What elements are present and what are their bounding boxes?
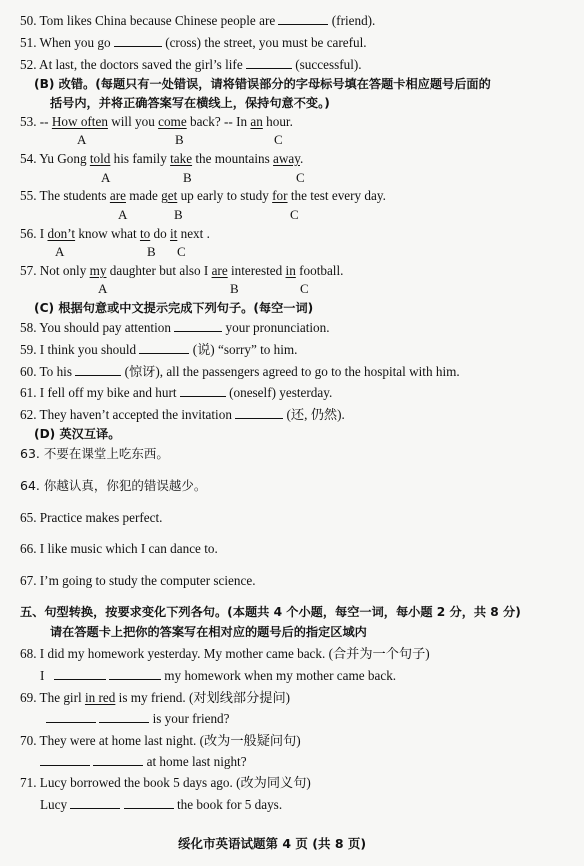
question-65: 65. Practice makes perfect.: [20, 510, 163, 525]
question-62: 62. They haven’t accepted the invitation (还, 仍然).: [20, 407, 345, 422]
answer-blank-58[interactable]: [174, 320, 222, 332]
question-59: 59. I think you should (说) “sorry” to him.: [20, 342, 298, 357]
question-51: 51. When you go (cross) the street, you must be careful.: [20, 35, 367, 50]
answer-blank-60[interactable]: [75, 364, 121, 376]
section-d-instruction: (D) 英汉互译。: [34, 427, 121, 441]
question-54: 54. Yu Gong told his family take the mountains away.: [20, 151, 304, 166]
question-56: 56. I don’t know what to do it next .: [20, 226, 210, 241]
question-71: 71. Lucy borrowed the book 5 days ago. (改为同义句): [20, 775, 311, 790]
question-64: 64. 你越认真，你犯的错误越少。: [20, 478, 207, 493]
option-label-b: B: [183, 170, 192, 185]
question-58: 58. You should pay attention your pronunciation.: [20, 320, 330, 335]
answer-blank-51[interactable]: [114, 35, 162, 47]
question-50: 50. Tom likes China because Chinese people are (friend).: [20, 13, 376, 28]
option-label-c: C: [177, 244, 186, 259]
question-57: 57. Not only my daughter but also I are interested in football.: [20, 263, 344, 278]
question-68: 68. I did my homework yesterday. My mother came back. (合并为一个句子): [20, 646, 430, 661]
option-label-b: B: [147, 244, 156, 259]
answer-blank-71-1[interactable]: [70, 797, 120, 809]
answer-blank-71-2[interactable]: [124, 797, 174, 809]
option-label-b: B: [174, 207, 183, 222]
section-b-instruction: (B) 改错。(每题只有一处错误，请将错误部分的字母标号填在答题卡相应题号后面的: [34, 77, 491, 91]
question-67: 67. I’m going to study the computer science.: [20, 573, 256, 588]
question-69-answer-line: is your friend?: [46, 711, 584, 727]
question-68-answer-line: I my homework when my mother came back.: [40, 668, 397, 683]
answer-blank-59[interactable]: [139, 342, 189, 354]
answer-blank-50[interactable]: [278, 13, 328, 25]
answer-blank-62[interactable]: [235, 407, 283, 419]
question-63: 63. 不要在课堂上吃东西。: [20, 446, 169, 461]
answer-blank-61[interactable]: [180, 385, 226, 397]
question-53: 53. -- How often will you come back? -- In an hour.: [20, 114, 293, 129]
question-55: 55. The students are made get up early to study for the test every day.: [20, 188, 386, 203]
option-label-a: A: [55, 244, 65, 259]
option-label-b: B: [230, 281, 239, 296]
option-label-b: B: [175, 132, 184, 147]
option-label-c: C: [300, 281, 309, 296]
question-69: 69. The girl in red is my friend. (对划线部分提问): [20, 690, 291, 705]
section-c-instruction: (C) 根据句意或中文提示完成下列句子。(每空一词): [34, 301, 314, 315]
section-5-instruction: 请在答题卡上把你的答案写在相对应的题号后的指定区域内: [50, 625, 367, 639]
answer-blank-68-2[interactable]: [109, 668, 161, 680]
section-b-instruction-cont: 括号内，并将正确答案写在横线上，保持句意不变。): [50, 96, 330, 110]
section-5-heading: 五、句型转换，按要求变化下列各句。(本题共 4 个小题，每空一词，每小题 2 分，共 8 分): [20, 605, 521, 619]
answer-blank-70-1[interactable]: [40, 754, 90, 766]
question-71-answer-line: Lucy the book for 5 days.: [40, 797, 283, 812]
answer-blank-70-2[interactable]: [93, 754, 143, 766]
answer-blank-69-2[interactable]: [99, 711, 149, 723]
option-label-a: A: [118, 207, 128, 222]
question-60: 60. To his (惊讶), all the passengers agreed to go to the hospital with him.: [20, 364, 460, 379]
option-label-c: C: [296, 170, 305, 185]
page-footer: 绥化市英语试题第 4 页 (共 8 页): [178, 836, 367, 851]
option-label-a: A: [77, 132, 87, 147]
option-label-a: A: [101, 170, 111, 185]
question-70-answer-line: at home last night?: [40, 754, 584, 770]
question-70: 70. They were at home last night. (改为一般疑问句): [20, 733, 301, 748]
question-52: 52. At last, the doctors saved the girl’s life (successful).: [20, 57, 362, 72]
option-label-c: C: [290, 207, 299, 222]
question-61: 61. I fell off my bike and hurt (oneself) yesterday.: [20, 385, 333, 400]
option-label-c: C: [274, 132, 283, 147]
answer-blank-69-1[interactable]: [46, 711, 96, 723]
option-label-a: A: [98, 281, 108, 296]
answer-blank-52[interactable]: [246, 57, 292, 69]
question-66: 66. I like music which I can dance to.: [20, 541, 218, 556]
answer-blank-68-1[interactable]: [54, 668, 106, 680]
